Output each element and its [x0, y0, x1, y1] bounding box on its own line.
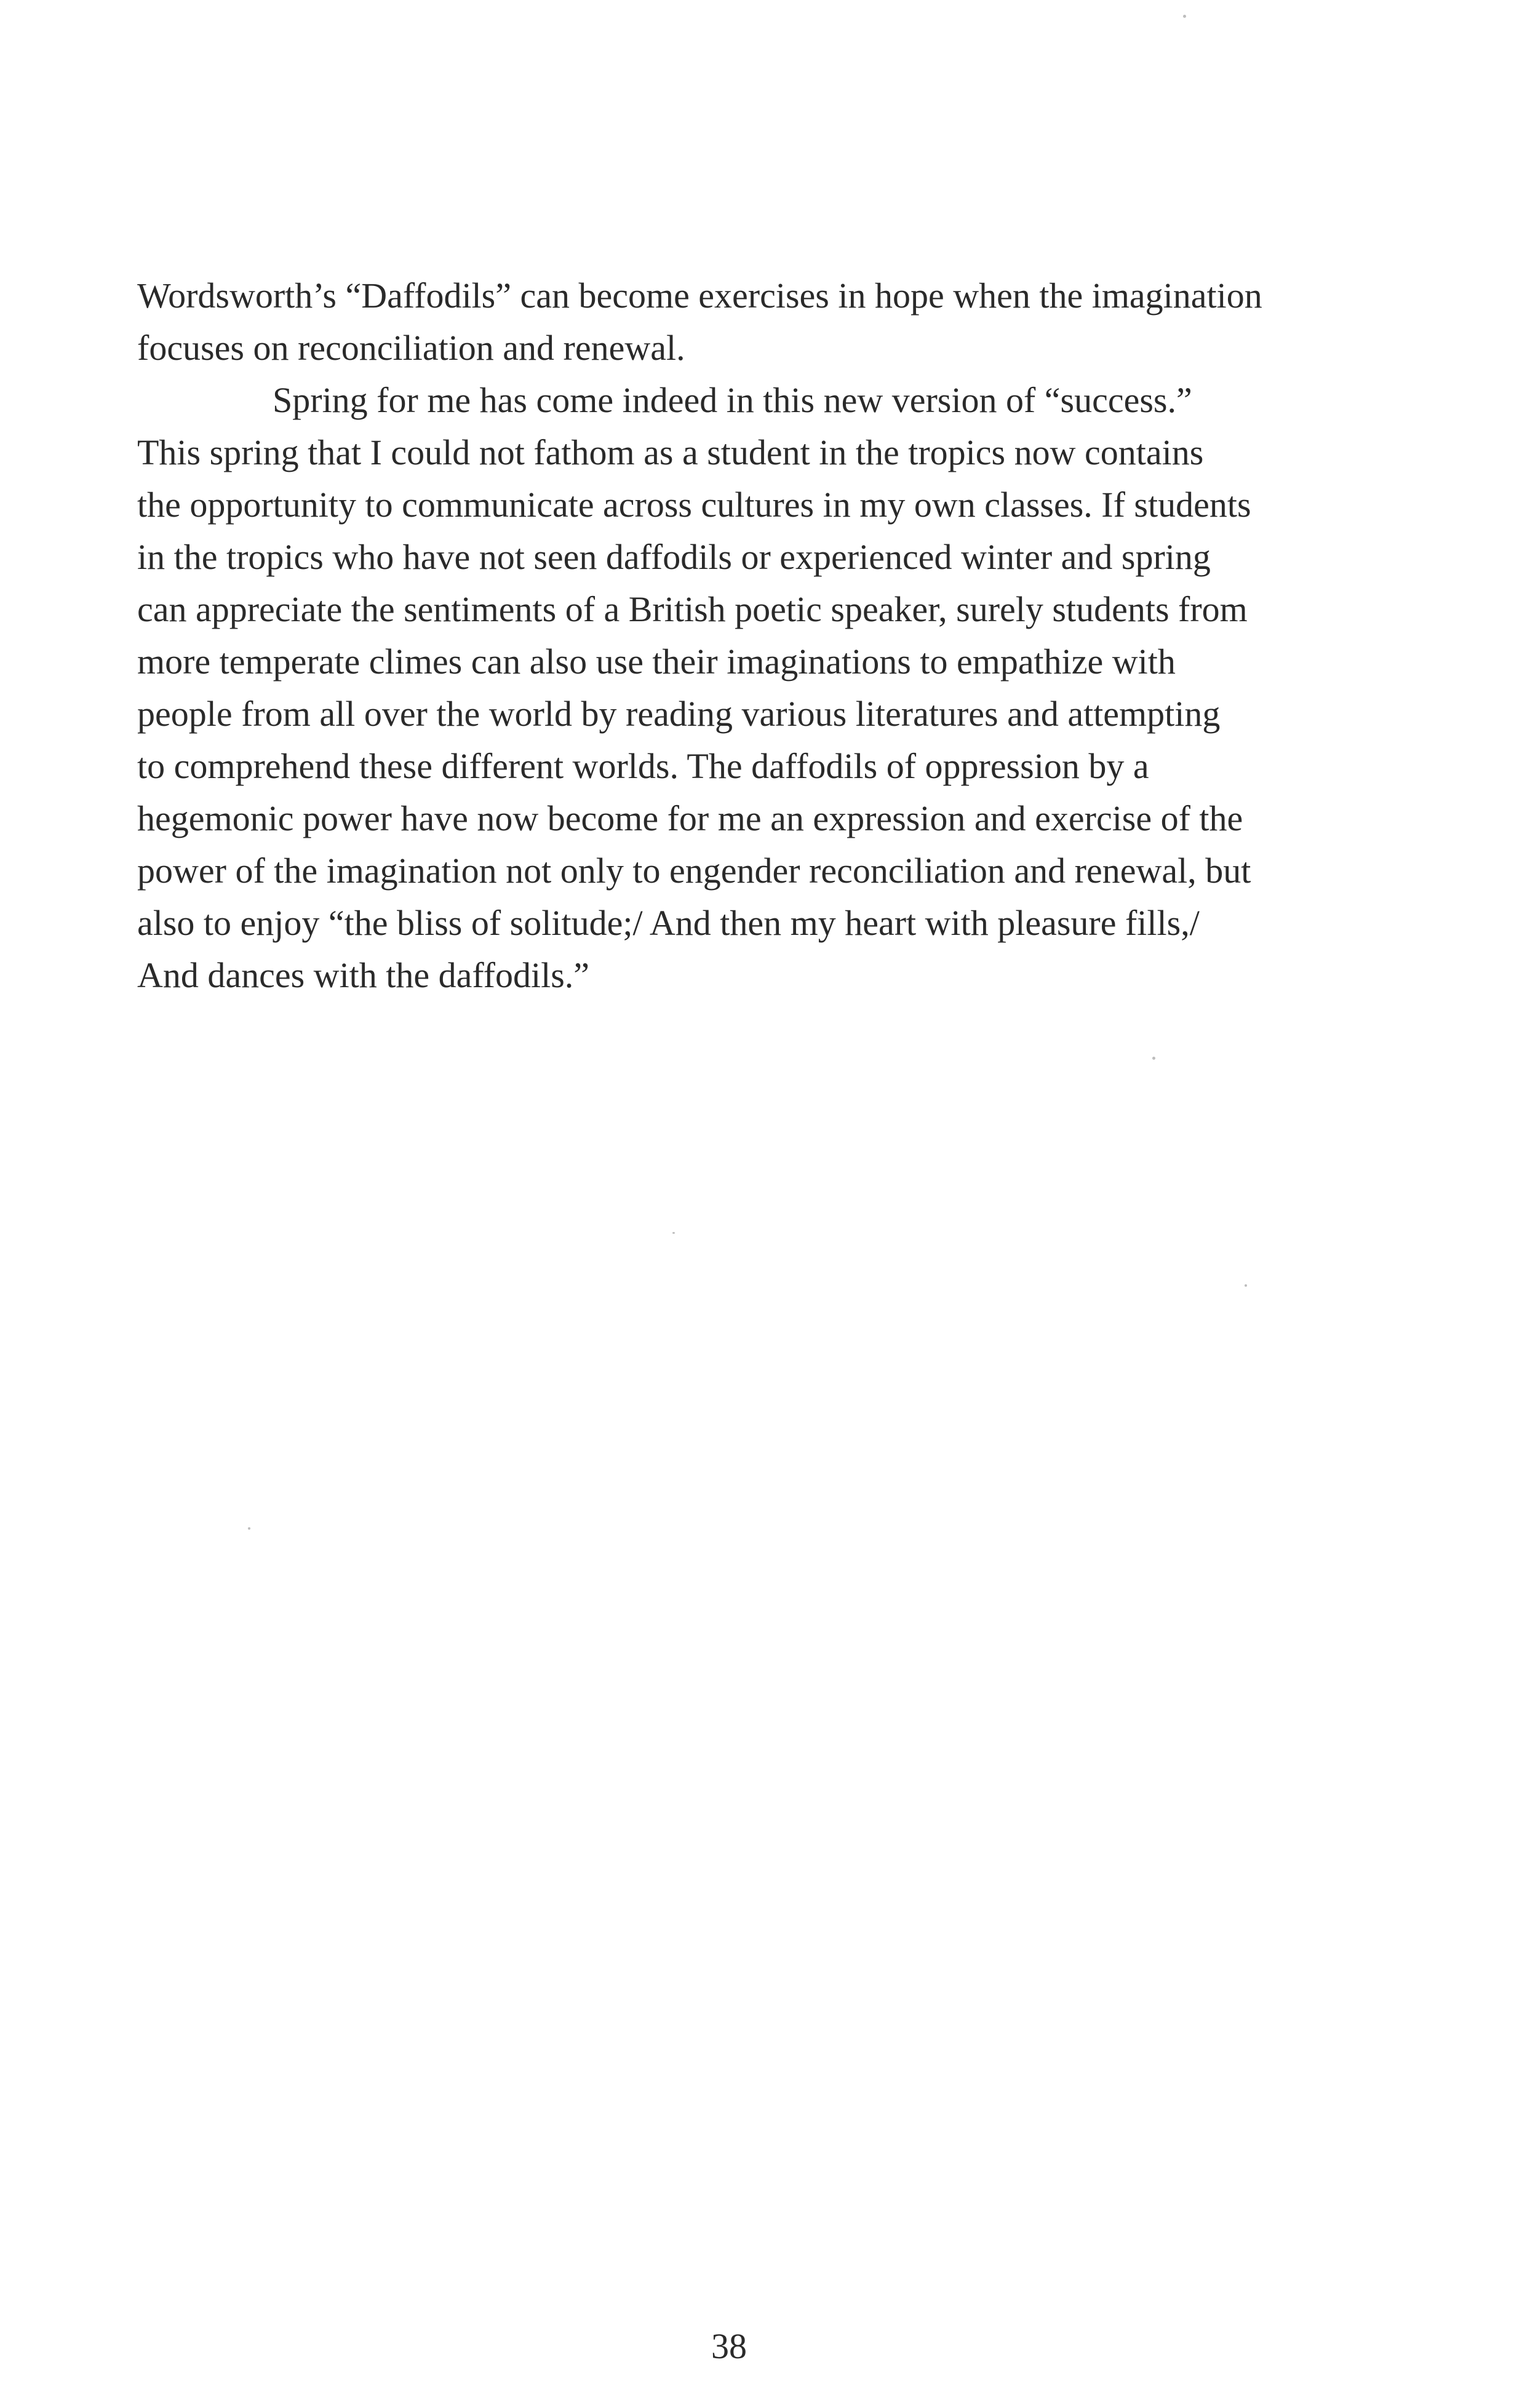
text-line: the opportunity to communicate across cultures in my own classes. If students	[137, 485, 1251, 525]
text-line: And dances with the daffodils.”	[137, 955, 590, 995]
text-line: people from all over the world by reading various literatures and attempting	[137, 694, 1221, 734]
text-line: hegemonic power have now become for me an expression and exercise of the	[137, 798, 1243, 838]
text-line: in the tropics who have not seen daffodils or experienced winter and spring	[137, 537, 1211, 577]
scan-speck	[1152, 1057, 1155, 1060]
body-text	[137, 269, 1368, 1001]
scan-speck	[1183, 15, 1186, 18]
paragraph-start-line: Spring for me has come indeed in this new version of “success.”	[273, 380, 1192, 420]
scan-speck	[1245, 1284, 1247, 1287]
text-line: focuses on reconciliation and renewal.	[137, 328, 685, 368]
text-line: Wordsworth’s “Daffodils” can become exercises in hope when the imagination	[137, 276, 1262, 316]
page-number: 38	[711, 2326, 747, 2366]
text-line: This spring that I could not fathom as a student in the tropics now contains	[137, 432, 1204, 472]
text-line: power of the imagination not only to engender reconciliation and renewal, but	[137, 851, 1251, 891]
text-line: can appreciate the sentiments of a British poetic speaker, surely students from	[137, 589, 1248, 629]
text-line: more temperate climes can also use their imaginations to empathize with	[137, 642, 1176, 681]
text-line: also to enjoy “the bliss of solitude;/ And then my heart with pleasure fills,/	[137, 903, 1200, 943]
text-line: to comprehend these different worlds. The daffodils of oppression by a	[137, 746, 1149, 786]
scan-speck	[248, 1527, 250, 1530]
scan-speck	[672, 1232, 675, 1234]
